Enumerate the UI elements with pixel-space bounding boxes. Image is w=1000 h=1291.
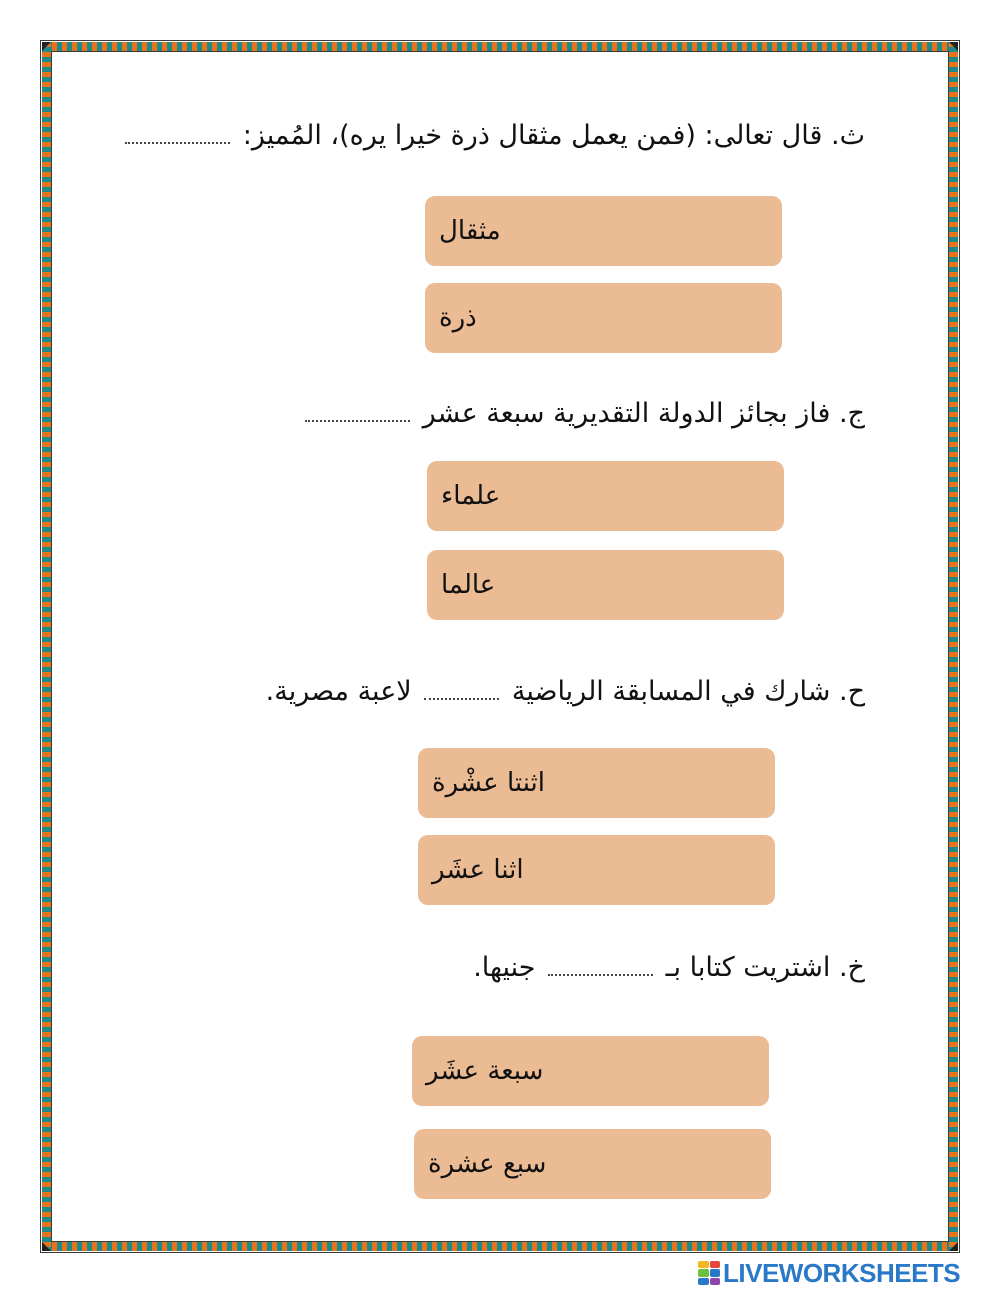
- option-label: مثقال: [439, 216, 501, 246]
- option-q1-a[interactable]: [425, 196, 782, 266]
- option-q3-a[interactable]: [418, 748, 775, 818]
- option-label: اثنا عشَر: [432, 855, 524, 885]
- option-label: سبعة عشَر: [426, 1056, 544, 1086]
- option-label: ذرة: [439, 303, 477, 333]
- frame-border-right: [949, 42, 958, 1251]
- brand-name: LIVEWORKSHEETS: [723, 1257, 961, 1288]
- question-3-suffix: لاعبة مصرية.: [265, 676, 412, 707]
- answer-blank: [548, 973, 653, 976]
- option-label: سبع عشرة: [428, 1149, 547, 1179]
- frame-corner: [949, 42, 958, 51]
- frame-border-top: [42, 42, 958, 51]
- option-q1-b[interactable]: [425, 283, 782, 353]
- frame-corner: [42, 42, 51, 51]
- question-4-suffix: جنيها.: [473, 952, 536, 983]
- question-4: [473, 952, 865, 983]
- question-2: [301, 398, 865, 429]
- option-q2-b[interactable]: [427, 550, 784, 620]
- option-label: علماء: [441, 481, 501, 511]
- question-1: [121, 120, 865, 151]
- answer-blank: [305, 419, 410, 422]
- frame-corner: [42, 1242, 51, 1251]
- liveworksheets-logo-icon: [698, 1261, 720, 1285]
- question-2-text: ج. فاز بجائز الدولة التقديرية سبعة عشر: [422, 398, 865, 429]
- question-3-text: ح. شارك في المسابقة الرياضية: [511, 676, 865, 707]
- question-1-text: ث. قال تعالى: (فمن يعمل مثقال ذرة خيرا يره)، المُميز:: [242, 120, 865, 151]
- liveworksheets-logo[interactable]: [698, 1258, 960, 1288]
- option-q2-a[interactable]: [427, 461, 784, 531]
- answer-blank: [125, 141, 230, 144]
- frame-border-left: [42, 42, 51, 1251]
- option-label: عالما: [441, 570, 496, 600]
- option-q4-b[interactable]: [414, 1129, 771, 1199]
- frame-border-bottom: [42, 1242, 958, 1251]
- frame-corner: [949, 1242, 958, 1251]
- answer-blank: [424, 697, 499, 700]
- option-q4-a[interactable]: [412, 1036, 769, 1106]
- question-3: [266, 676, 865, 707]
- option-q3-b[interactable]: [418, 835, 775, 905]
- question-4-text: خ. اشتريت كتابا بـ: [665, 952, 865, 983]
- option-label: اثنتا عشْرة: [432, 768, 546, 798]
